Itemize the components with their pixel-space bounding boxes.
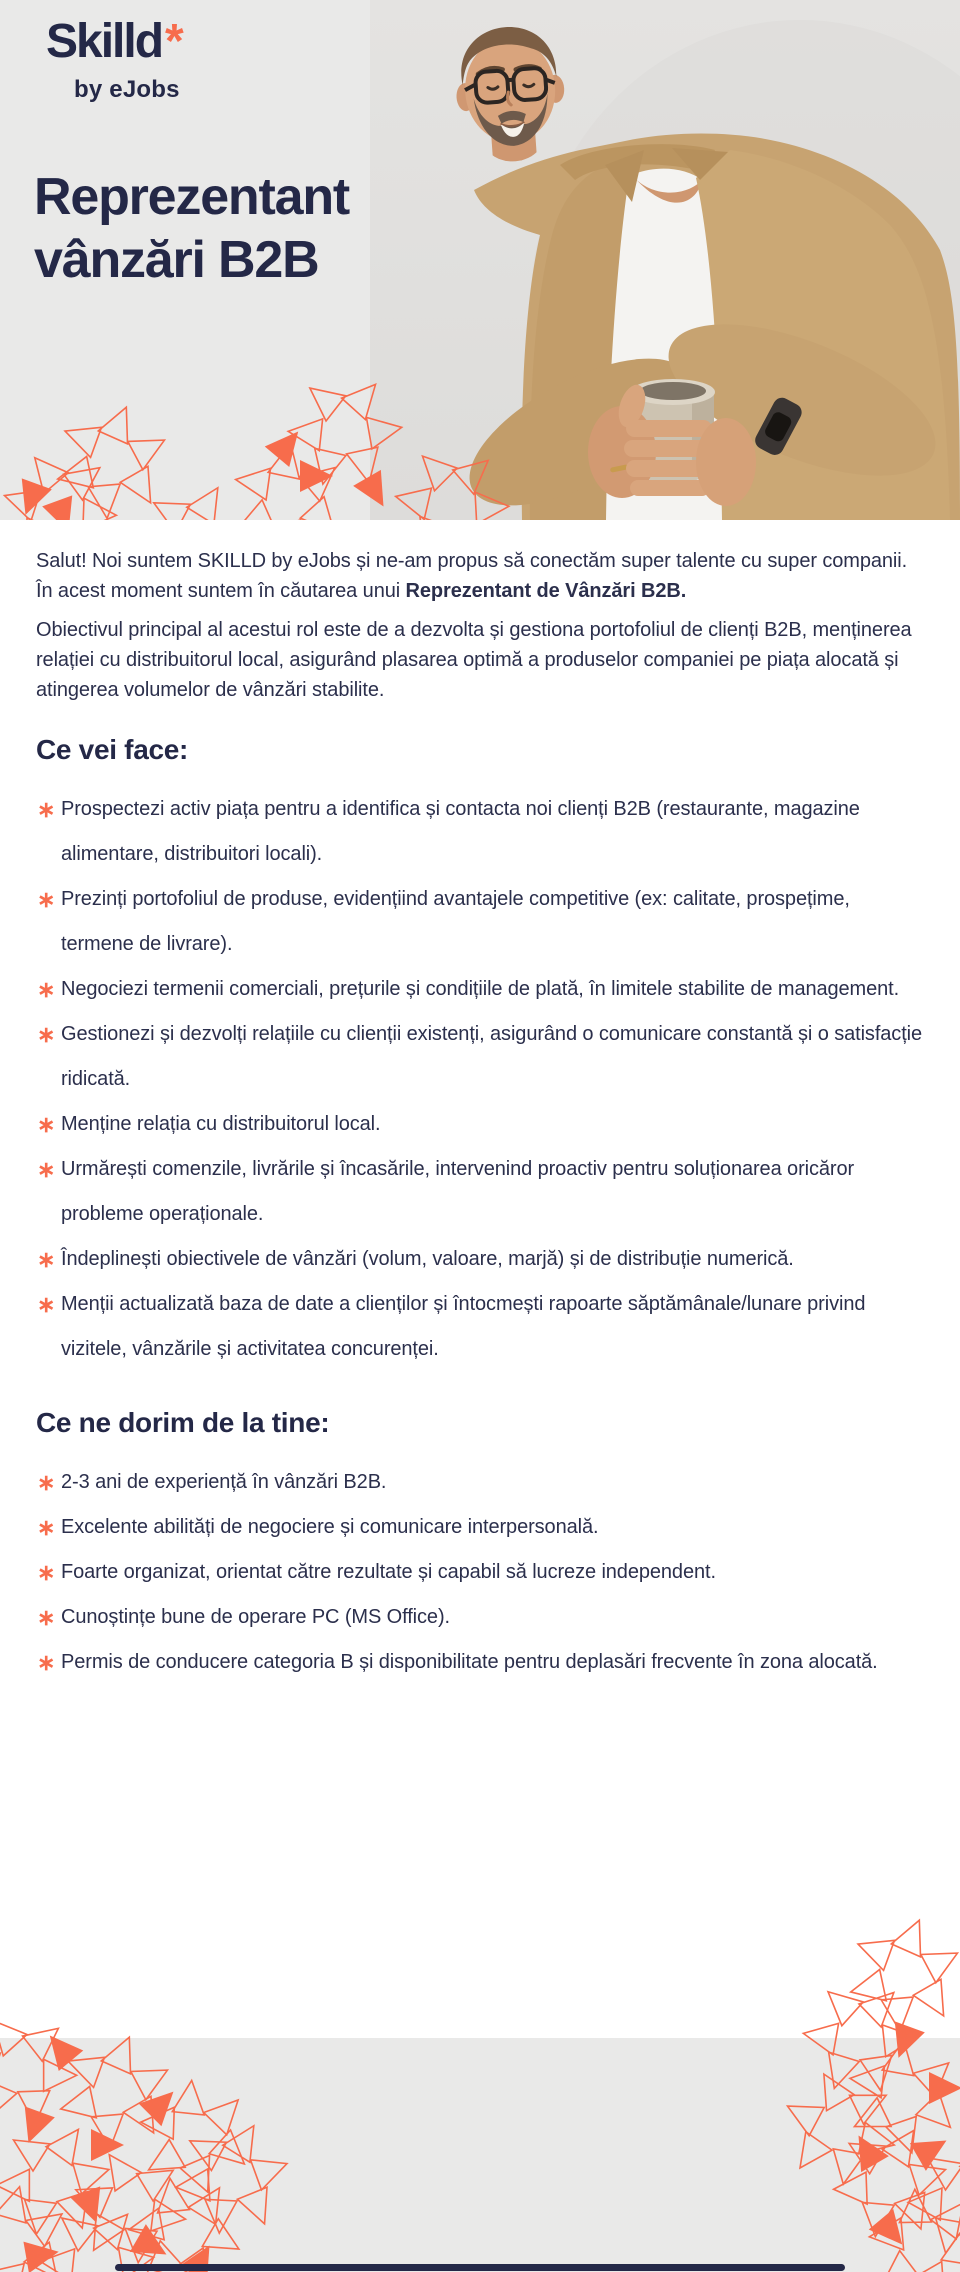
asterisk-bullet-icon: ∗ <box>37 1247 56 1272</box>
intro-text: Salut! Noi suntem SKILLD by eJobs și ne-am propus să conectăm super talente cu super companii. În acest moment suntem în căutarea unui <box>36 550 908 602</box>
header <box>0 0 960 520</box>
brand-byline: by eJobs <box>74 76 180 103</box>
asterisk-bullet-icon: ∗ <box>37 1515 56 1540</box>
asterisk-bullet-icon: ∗ <box>37 1292 56 1317</box>
list-item <box>36 1640 924 1685</box>
list-item <box>36 1550 924 1595</box>
bottom-accent-bar <box>115 2264 845 2271</box>
list-item-text: Permis de conducere categoria B și disponibilitate pentru deplasări frecvente în zona alocată. <box>61 1651 878 1673</box>
list-item <box>36 1595 924 1640</box>
list-item-text: Negociezi termenii comerciali, prețurile și condițiile de plată, în limitele stabilite de management. <box>61 978 900 1000</box>
section-heading-requirements: Ce ne dorim de la tine: <box>36 1407 330 1438</box>
list-item <box>36 1460 924 1505</box>
list-item <box>36 787 924 877</box>
list-item-text: Excelente abilități de negociere și comunicare interpersonală. <box>61 1516 599 1538</box>
content <box>0 520 960 1685</box>
page-title <box>34 166 349 292</box>
list-item <box>36 1102 924 1147</box>
page-title-line2: vânzări B2B <box>34 231 319 289</box>
brand-asterisk-icon: * <box>165 15 182 68</box>
intro-paragraph-2: Obiectivul principal al acestui rol este de a dezvolta și gestiona portofoliul de clienți B2B, menținerea relației cu distribuitorul local, asigurând plasarea optimă a produselor companiei pe piața alocată și atingerea volumelor de vânzări stabilite. <box>36 619 912 701</box>
list-item-text: Cunoștințe bune de operare PC (MS Office). <box>61 1606 450 1628</box>
section-heading-what-you-do: Ce vei face: <box>36 734 189 765</box>
list-item <box>36 1237 924 1282</box>
list-item-text: Prospectezi activ piața pentru a identifica și contacta noi clienți B2B (restaurante, magazine alimentare, distribuitori locali). <box>61 798 860 865</box>
what-you-do-list <box>36 787 924 1372</box>
list-item <box>36 1282 924 1372</box>
asterisk-bullet-icon: ∗ <box>37 1470 56 1495</box>
asterisk-bullet-icon: ∗ <box>37 1112 56 1137</box>
asterisk-bullet-icon: ∗ <box>37 797 56 822</box>
list-item <box>36 1147 924 1237</box>
list-item-text: Menții actualizată baza de date a clienților și întocmești rapoarte săptămânale/lunare privind vizitele, vânzările și activitatea concurenței. <box>61 1293 866 1360</box>
list-item <box>36 1012 924 1102</box>
intro <box>36 546 924 705</box>
asterisk-bullet-icon: ∗ <box>37 1560 56 1585</box>
asterisk-bullet-icon: ∗ <box>37 1022 56 1047</box>
asterisk-bullet-icon: ∗ <box>37 1605 56 1630</box>
list-item-text: Îndeplinești obiectivele de vânzări (volum, valoare, marjă) și de distribuție numerică. <box>61 1248 794 1270</box>
brand-logo <box>46 15 182 68</box>
asterisk-bullet-icon: ∗ <box>37 977 56 1002</box>
footer <box>0 2038 960 2272</box>
list-item <box>36 877 924 967</box>
brand-name: Skilld <box>46 15 163 68</box>
list-item <box>36 1505 924 1550</box>
requirements-list <box>36 1460 924 1685</box>
list-item-text: 2-3 ani de experiență în vânzări B2B. <box>61 1471 387 1493</box>
asterisk-bullet-icon: ∗ <box>37 1650 56 1675</box>
man-with-mug-illustration <box>370 0 960 520</box>
list-item-text: Urmărești comenzile, livrările și încasările, intervenind proactiv pentru soluționarea oricăror probleme operaționale. <box>61 1158 855 1225</box>
list-item-text: Foarte organizat, orientat către rezultate și capabil să lucreze independent. <box>61 1561 716 1583</box>
hero-photo <box>370 0 960 520</box>
intro-paragraph-1 <box>36 546 924 606</box>
list-item-text: Prezinți portofoliul de produse, evidențiind avantajele competitive (ex: calitate, prospețime, termene de livrare). <box>61 888 850 955</box>
list-item <box>36 967 924 1012</box>
asterisk-bullet-icon: ∗ <box>37 1157 56 1182</box>
intro-role-highlight: Reprezentant de Vânzări B2B. <box>405 580 687 602</box>
page-title-line1: Reprezentant <box>34 168 349 226</box>
list-item-text: Gestionezi și dezvolți relațiile cu clienții existenți, asigurând o comunicare constantă și o satisfacție ridicată. <box>61 1023 923 1090</box>
list-item-text: Menține relația cu distribuitorul local. <box>61 1113 381 1135</box>
asterisk-bullet-icon: ∗ <box>37 887 56 912</box>
